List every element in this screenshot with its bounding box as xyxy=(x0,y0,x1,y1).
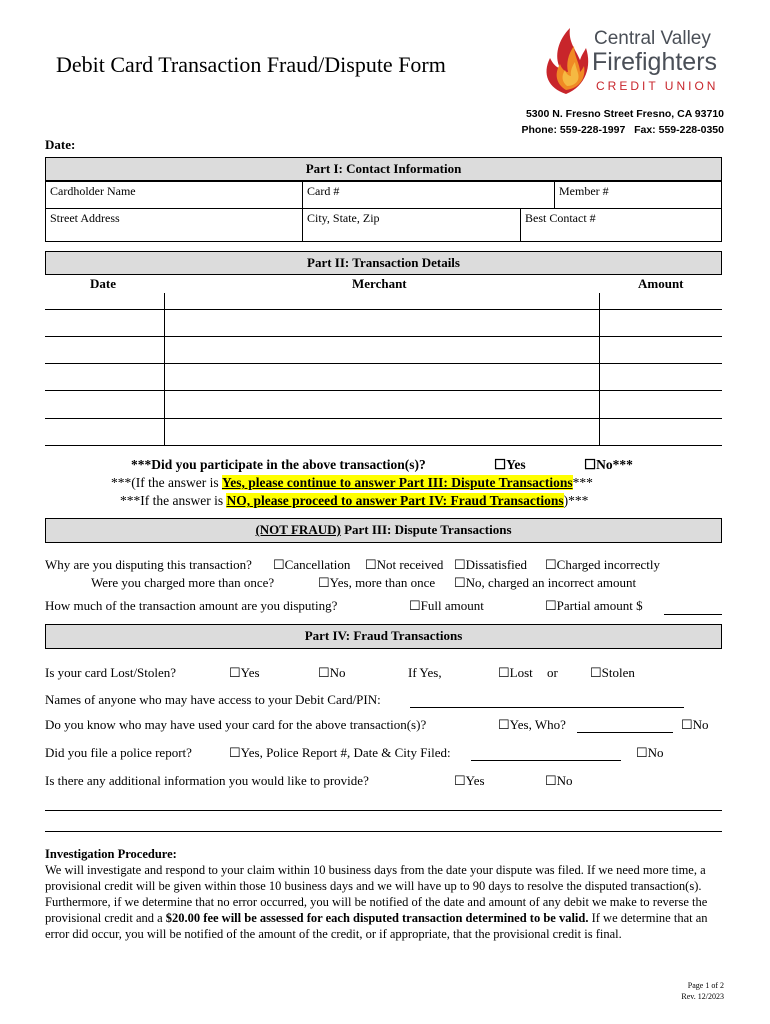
flame-icon xyxy=(540,26,592,96)
lost-checkbox[interactable]: ☐ Lost xyxy=(498,665,533,681)
fax: Fax: 559-228-0350 xyxy=(634,124,724,136)
additional-info-yes[interactable]: ☐ Yes xyxy=(454,773,485,789)
no-incorrect-checkbox[interactable]: ☐ No, charged an incorrect amount xyxy=(454,575,636,591)
police-report-input[interactable] xyxy=(471,760,621,761)
footer xyxy=(681,980,724,1002)
investigation-text: We will investigate and respond to your claim within 10 business days from the date your dispute was filed. If we need more time, a provisional credit will be given within those 10 business days and we will have up to 90 days to resolve the disputed transaction(s). Furthermore, if we determine that no error occurred, you will be notified of the date and amount of any debit we make to reverse the provisional credit and a $20.00 fee will be assessed for each disputed transaction determined to be valid. If we determine that an error did occur, you will be notified of the amount of the credit, or if appropriate, that the provisional credit is final. xyxy=(45,863,708,941)
participation-no[interactable]: ☐ No*** xyxy=(584,457,633,473)
charged-more-question: Were you charged more than once? xyxy=(91,575,275,590)
phone: Phone: 559-228-1997 xyxy=(521,124,626,136)
col-date: Date xyxy=(90,276,116,291)
yes-more-checkbox[interactable]: ☐ Yes, more than once xyxy=(318,575,435,591)
table-row[interactable] xyxy=(45,390,722,391)
how-much-question: How much of the transaction amount are you disputing? xyxy=(45,598,338,613)
logo-line-2: Firefighters xyxy=(592,48,718,76)
member-number-label: Member # xyxy=(559,184,609,198)
col-divider xyxy=(599,293,600,445)
col-divider xyxy=(164,293,165,445)
names-access-input[interactable] xyxy=(410,707,684,708)
police-report-yes[interactable]: ☐ Yes, Police Report #, Date & City Filed: xyxy=(229,745,451,761)
address-block xyxy=(521,106,724,138)
part2-header: Part II: Transaction Details xyxy=(45,251,722,275)
col-amount: Amount xyxy=(638,276,684,291)
additional-info-line[interactable] xyxy=(45,831,722,832)
date-label: Date: xyxy=(45,137,76,152)
table-row[interactable] xyxy=(45,309,722,310)
cardholder-name-label: Cardholder Name xyxy=(50,184,136,198)
part1-header: Part I: Contact Information xyxy=(45,157,722,181)
who-used-question: Do you know who may have used your card for the above transaction(s)? xyxy=(45,717,427,732)
participation-question: ***Did you participate in the above transaction(s)? xyxy=(131,457,426,472)
police-report-question: Did you file a police report? xyxy=(45,745,192,760)
names-access-question: Names of anyone who may have access to your Debit Card/PIN: xyxy=(45,692,381,707)
table-row[interactable] xyxy=(45,336,722,337)
additional-info-no[interactable]: ☐ No xyxy=(545,773,573,789)
not-received-checkbox[interactable]: ☐ Not received xyxy=(365,557,443,573)
table-row[interactable] xyxy=(45,363,722,364)
cancellation-checkbox[interactable]: ☐ Cancellation xyxy=(273,557,350,573)
part3-header: (NOT FRAUD) Part III: Dispute Transactions xyxy=(45,518,722,543)
col-merchant: Merchant xyxy=(352,276,407,291)
logo-line-3: CREDIT UNION xyxy=(596,79,719,93)
participation-yes[interactable]: ☐ Yes xyxy=(494,457,526,473)
lost-stolen-question: Is your card Lost/Stolen? xyxy=(45,665,177,680)
cardholder-name-field[interactable] xyxy=(45,181,303,209)
card-number-label: Card # xyxy=(307,184,340,198)
dissatisfied-checkbox[interactable]: ☐ Dissatisfied xyxy=(454,557,527,573)
member-number-field[interactable] xyxy=(554,181,722,209)
no-instruction: ***If the answer is NO, please proceed to answer Part IV: Fraud Transactions)*** xyxy=(120,493,589,508)
part4-header: Part IV: Fraud Transactions xyxy=(45,624,722,649)
investigation-heading: Investigation Procedure: xyxy=(45,847,177,861)
full-amount-checkbox[interactable]: ☐ Full amount xyxy=(409,598,484,614)
revision: Rev. 12/2023 xyxy=(681,992,724,1001)
if-yes-label: If Yes, xyxy=(408,665,442,680)
table-row[interactable] xyxy=(45,445,722,446)
stolen-checkbox[interactable]: ☐ Stolen xyxy=(590,665,635,681)
city-state-zip-label: City, State, Zip xyxy=(307,211,380,225)
credit-union-logo xyxy=(540,26,730,96)
yes-instruction: ***(If the answer is Yes, please continue to answer Part III: Dispute Transactions*** xyxy=(111,475,593,490)
who-used-input[interactable] xyxy=(577,732,673,733)
best-contact-label: Best Contact # xyxy=(525,211,596,225)
form-title: Debit Card Transaction Fraud/Dispute Form xyxy=(56,52,446,77)
additional-info-line[interactable] xyxy=(45,810,722,811)
card-number-field[interactable] xyxy=(302,181,555,209)
lost-stolen-no[interactable]: ☐ No xyxy=(318,665,346,681)
who-used-no[interactable]: ☐ No xyxy=(681,717,709,733)
lost-stolen-yes[interactable]: ☐ Yes xyxy=(229,665,260,681)
street-address-label: Street Address xyxy=(50,211,120,225)
best-contact-field[interactable] xyxy=(520,208,722,242)
page-number: Page 1 of 2 xyxy=(687,981,724,990)
charged-incorrectly-checkbox[interactable]: ☐ Charged incorrectly xyxy=(545,557,660,573)
who-used-yes[interactable]: ☐ Yes, Who? xyxy=(498,717,566,733)
or-label: or xyxy=(547,665,558,680)
additional-info-question: Is there any additional information you would like to provide? xyxy=(45,773,369,788)
table-row[interactable] xyxy=(45,418,722,419)
why-dispute-question: Why are you disputing this transaction? xyxy=(45,557,252,572)
police-report-no[interactable]: ☐ No xyxy=(636,745,664,761)
street-address-field[interactable] xyxy=(45,208,303,242)
partial-amount-input[interactable] xyxy=(664,614,722,615)
investigation-procedure xyxy=(45,846,725,942)
city-state-zip-field[interactable] xyxy=(302,208,521,242)
address: 5300 N. Fresno Street Fresno, CA 93710 xyxy=(525,108,724,120)
partial-amount-checkbox[interactable]: ☐ Partial amount $ xyxy=(545,598,643,614)
logo-line-1: Central Valley xyxy=(594,28,711,49)
